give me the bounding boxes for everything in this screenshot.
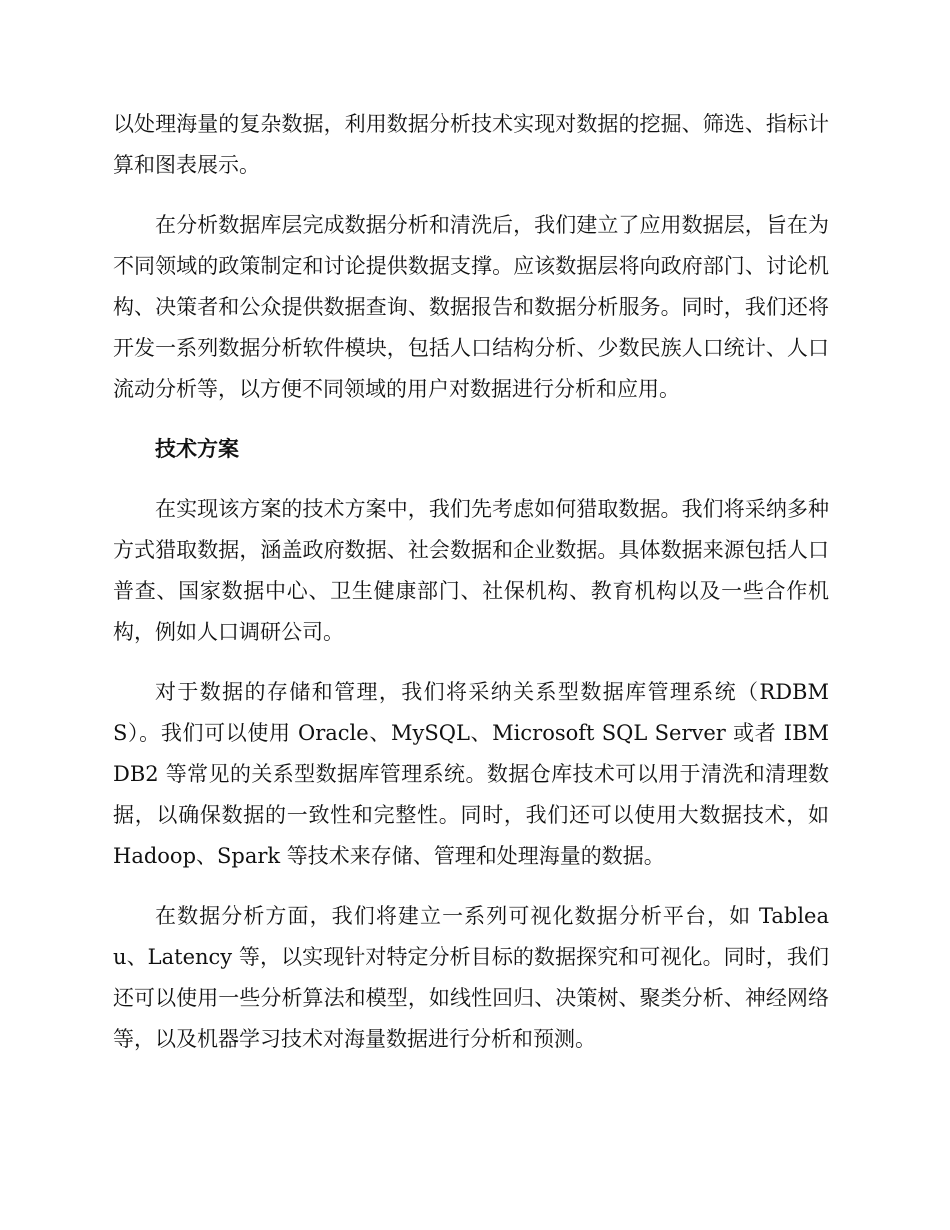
paragraph-data-acquisition: 在实现该方案的技术方案中，我们先考虑如何猎取数据。我们将采纳多种方式猎取数据，涵盖政府数据、社会数据和企业数据。具体数据来源包括人口普查、国家数据中心、卫生健康部门、社保机构、教育机构以及一些合作机构，例如人口调研公司。: [113, 497, 829, 644]
paragraph-data-storage: 对于数据的存储和管理，我们将采纳关系型数据库管理系统（RDBMS）。我们可以使用 Oracle、MySQL、Microsoft SQL Server 或者 IBM DB2 等常见的关系型数据库管理系统。数据仓库技术可以用于清洗和清理数据，以确保数据的一致性和完整性。同时，我们还可以使用大数据技术，如 Hadoop、Spark 等技术来存储、管理和处理海量的数据。: [113, 680, 829, 868]
paragraph-application-layer: 在分析数据库层完成数据分析和清洗后，我们建立了应用数据层，旨在为不同领域的政策制定和讨论提供数据支撑。应该数据层将向政府部门、讨论机构、决策者和公众提供数据查询、数据报告和数据分析服务。同时，我们还将开发一系列数据分析软件模块，包括人口结构分析、少数民族人口统计、人口流动分析等，以方便不同领域的用户对数据进行分析和应用。: [113, 213, 829, 401]
paragraph-continuation: 以处理海量的复杂数据，利用数据分析技术实现对数据的挖掘、筛选、指标计算和图表展示。: [113, 112, 829, 177]
paragraph-data-analysis: 在数据分析方面，我们将建立一系列可视化数据分析平台，如 Tableau、Latency 等，以实现针对特定分析目标的数据探究和可视化。同时，我们还可以使用一些分析算法和模型，如线性回归、决策树、聚类分析、神经网络等，以及机器学习技术对海量数据进行分析和预测。: [113, 904, 829, 1051]
document-page: [113, 104, 829, 1079]
section-heading: 技术方案: [155, 437, 239, 461]
